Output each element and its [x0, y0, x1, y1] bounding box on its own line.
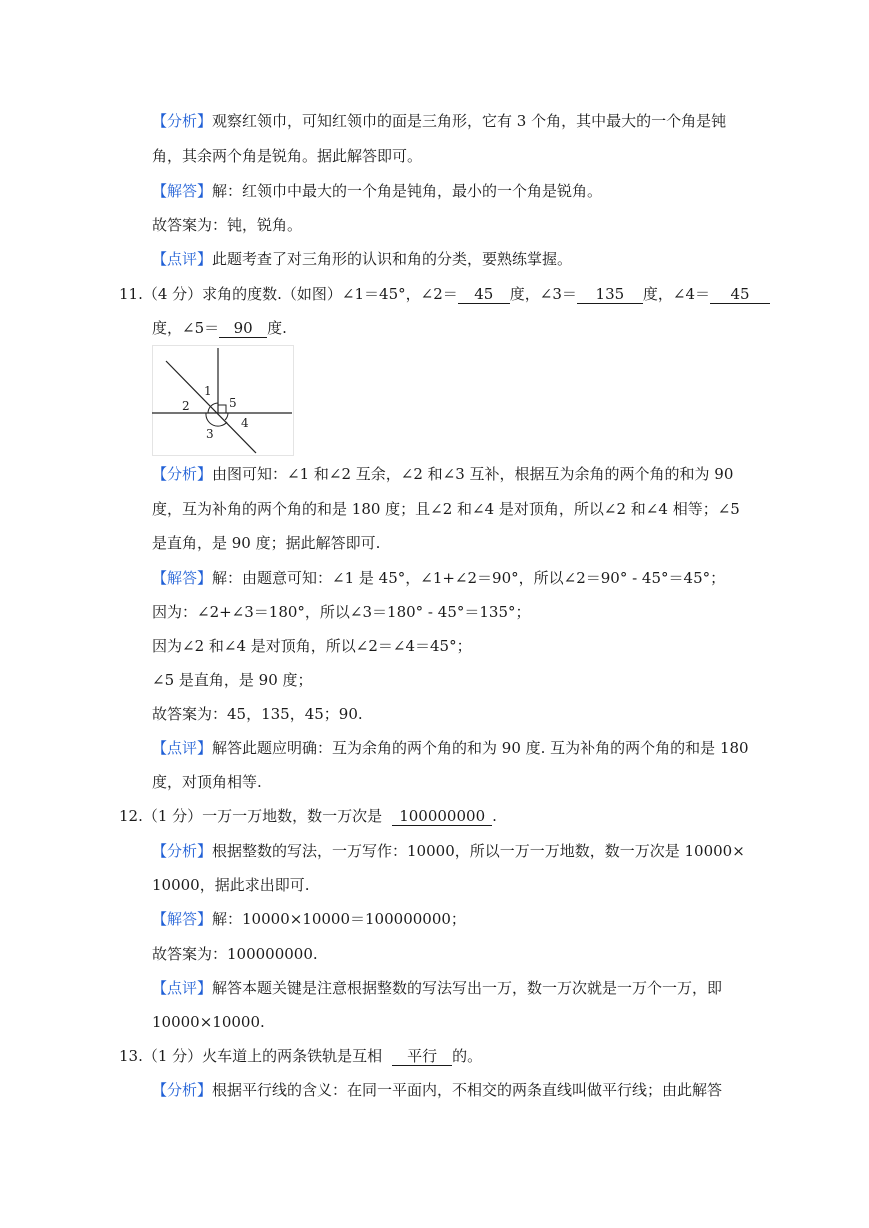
q12-stem-line [119, 805, 497, 827]
q11-analysis-line-2: 度，互为补角的两个角的和是 180 度；且∠2 和∠4 是对顶角，所以∠2 和∠4 相等；∠5 [152, 500, 740, 518]
q12-comment-line-2: 10000×10000. [152, 1013, 265, 1031]
q11-analysis-line-3: 是直角，是 90 度；据此解答即可. [152, 534, 381, 552]
q11-answer-line-5: 故答案为：45，135，45；90. [152, 705, 363, 723]
q11-stem-line-2 [152, 317, 287, 339]
q13-stem-b: 的。 [452, 1047, 483, 1065]
analysis-tag: 【分析】 [152, 465, 213, 483]
q11-analysis-line-1 [152, 463, 733, 485]
q11-analysis-text-1: 由图可知：∠1 和∠2 互余，∠2 和∠3 互补，根据互为余角的两个角的和为 90 [212, 465, 734, 483]
q13-analysis-text-1: 根据平行线的含义：在同一平面内，不相交的两条直线叫做平行线；由此解答 [212, 1081, 723, 1099]
analysis-tag: 【分析】 [152, 842, 213, 860]
q11-stem-b: 度，∠3＝ [509, 285, 577, 303]
answer-tag: 【解答】 [152, 182, 213, 200]
q12-answer-line-1 [152, 908, 466, 930]
q10-answer-text-1: 解：红领巾中最大的一个角是钝角，最小的一个角是锐角。 [212, 182, 603, 200]
analysis-tag: 【分析】 [152, 1081, 213, 1099]
q11-comment-line-1 [152, 737, 749, 759]
q10-analysis-line-1 [152, 110, 726, 132]
q13-analysis-line-1 [152, 1079, 722, 1101]
q11-comment-text-1: 解答此题应明确：互为余角的两个角的和为 90 度. 互为补角的两个角的和是 180 [212, 739, 749, 757]
q11-blank-2: 135 [577, 285, 643, 304]
figure-frame [153, 346, 294, 456]
analysis-tag: 【分析】 [152, 112, 213, 130]
angle-diagram [152, 345, 294, 456]
q11-blank-4: 90 [219, 319, 267, 338]
q11-comment-line-2: 度，对顶角相等. [152, 773, 262, 791]
q11-stem-e: 度. [267, 319, 287, 337]
q12-analysis-line-2: 10000，据此求出即可. [152, 876, 310, 894]
q10-analysis-text-1: 观察红领巾，可知红领巾的面是三角形，它有 3 个角，其中最大的一个角是钝 [212, 112, 727, 130]
q12-answer-line-2: 故答案为：100000000. [152, 945, 318, 963]
q11-answer-text-1: 解：由题意可知：∠1 是 45°，∠1+∠2＝90°，所以∠2＝90° ‐ 45°＝45°； [212, 569, 726, 587]
q11-answer-line-1 [152, 567, 725, 589]
q12-analysis-line-1 [152, 840, 745, 862]
q11-blank-1: 45 [458, 285, 510, 304]
q11-stem-d: 度，∠5＝ [152, 319, 220, 337]
answer-tag: 【解答】 [152, 910, 213, 928]
answer-tag: 【解答】 [152, 569, 213, 587]
q10-comment-line-1 [152, 248, 572, 270]
comment-tag: 【点评】 [152, 250, 213, 268]
q12-blank-1: 100000000 [392, 807, 492, 826]
comment-tag: 【点评】 [152, 979, 213, 997]
q10-comment-text-1: 此题考查了对三角形的认识和角的分类，要熟练掌握。 [212, 250, 573, 268]
q13-stem-a: 13.（1 分）火车道上的两条铁轨是互相 [119, 1047, 383, 1065]
q10-answer-line-2: 故答案为：钝，锐角。 [152, 216, 303, 234]
q11-stem-c: 度，∠4＝ [642, 285, 710, 303]
q11-answer-line-2: 因为：∠2+∠3＝180°，所以∠3＝180° ‐ 45°＝135°； [152, 603, 531, 621]
q11-answer-line-4: ∠5 是直角，是 90 度； [152, 671, 313, 689]
q11-answer-line-3: 因为∠2 和∠4 是对顶角，所以∠2＝∠4＝45°； [152, 637, 472, 655]
angle-label-4: 4 [241, 416, 249, 430]
q12-comment-line-1 [152, 977, 722, 999]
angle-label-3: 3 [206, 427, 214, 441]
angle-label-5: 5 [229, 396, 237, 410]
angle-label-1: 1 [204, 384, 212, 398]
q13-blank-1: 平行 [392, 1047, 452, 1066]
q12-stem-a: 12.（1 分）一万一万地数，数一万次是 [119, 807, 383, 825]
q10-analysis-line-2: 角，其余两个角是锐角。据此解答即可。 [152, 147, 423, 165]
q12-comment-text-1: 解答本题关键是注意根据整数的写法写出一万，数一万次就是一万个一万，即 [212, 979, 723, 997]
angle-figure [152, 345, 294, 456]
comment-tag: 【点评】 [152, 739, 213, 757]
q11-blank-3: 45 [710, 285, 770, 304]
q13-stem-line [119, 1045, 482, 1067]
q12-answer-text-1: 解：10000×10000＝100000000； [212, 910, 466, 928]
q12-stem-b: . [492, 807, 497, 825]
q12-analysis-text-1: 根据整数的写法，一万写作：10000，所以一万一万地数，数一万次是 10000× [212, 842, 745, 860]
q10-answer-line-1 [152, 180, 602, 202]
q11-stem-a: 11.（4 分）求角的度数.（如图）∠1＝45°，∠2＝ [119, 285, 458, 303]
angle-label-2: 2 [182, 399, 190, 413]
q11-stem-line-1 [119, 283, 770, 305]
